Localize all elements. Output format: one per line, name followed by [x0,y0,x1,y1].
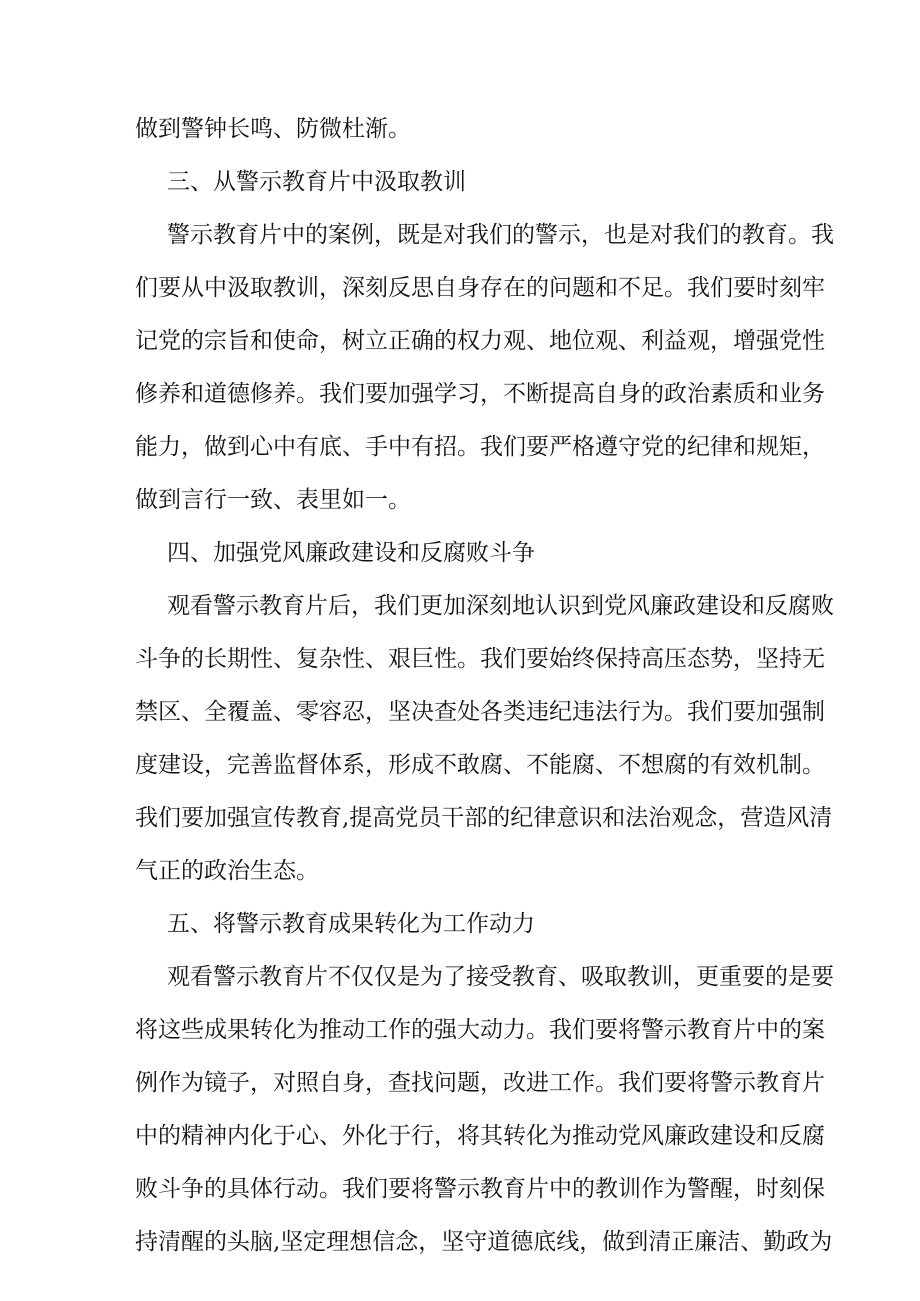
document-body [135,110,834,1276]
text-line: 败斗争的具体行动。我们要将警示教育片中的教训作为警醒，时刻保 [135,1176,825,1202]
text-line: 们要从中汲取教训，深刻反思自身存在的问题和不足。我们要时刻牢 [135,275,825,301]
text-line: 记党的宗旨和使命，树立正确的权力观、地位观、利益观，增强党性 [135,328,825,354]
text-line: 观看警示教育片不仅仅是为了接受教育、吸取教训，更重要的是要 [167,964,834,990]
section-paragraph-5 [135,958,834,1262]
text-line: 能力，做到心中有底、手中有招。我们要严格遵守党的纪律和规矩， [135,434,825,460]
paragraph-fragment: 做到警钟长鸣、防微杜渐。 [135,116,411,142]
text-line: 观看警示教育片后，我们更加深刻地认识到党风廉政建设和反腐败 [167,593,834,619]
section-heading-4: 四、加强党风廉政建设和反腐败斗争 [167,540,535,566]
section-paragraph-4 [135,587,834,891]
section-heading-5: 五、将警示教育成果转化为工作动力 [167,911,535,937]
text-line: 例作为镜子，对照自身，查找问题，改进工作。我们要将警示教育片 [135,1070,825,1096]
text-line: 将这些成果转化为推动工作的强大动力。我们要将警示教育片中的案 [135,1017,825,1043]
section-heading-3: 三、从警示教育片中汲取教训 [167,169,466,195]
text-line: 警示教育片中的案例，既是对我们的警示，也是对我们的教育。我 [167,222,834,248]
text-line: 持清醒的头脑,坚定理想信念，坚守道德底线，做到清正廉洁、勤政为 [135,1229,833,1255]
text-line: 斗争的长期性、复杂性、艰巨性。我们要始终保持高压态势，坚持无 [135,646,825,672]
text-line: 中的精神内化于心、外化于行，将其转化为推动党风廉政建设和反腐 [135,1123,825,1149]
text-line: 我们要加强宣传教育,提高党员干部的纪律意识和法治观念，营造风清 [135,805,833,831]
text-line: 气正的政治生态。 [135,858,319,884]
section-paragraph-3 [135,216,834,520]
text-line: 禁区、全覆盖、零容忍，坚决查处各类违纪违法行为。我们要加强制 [135,699,825,725]
text-line: 度建设，完善监督体系，形成不敢腐、不能腐、不想腐的有效机制。 [135,752,825,778]
text-line: 修养和道德修养。我们要加强学习，不断提高自身的政治素质和业务 [135,381,825,407]
text-line: 做到言行一致、表里如一。 [135,487,411,513]
